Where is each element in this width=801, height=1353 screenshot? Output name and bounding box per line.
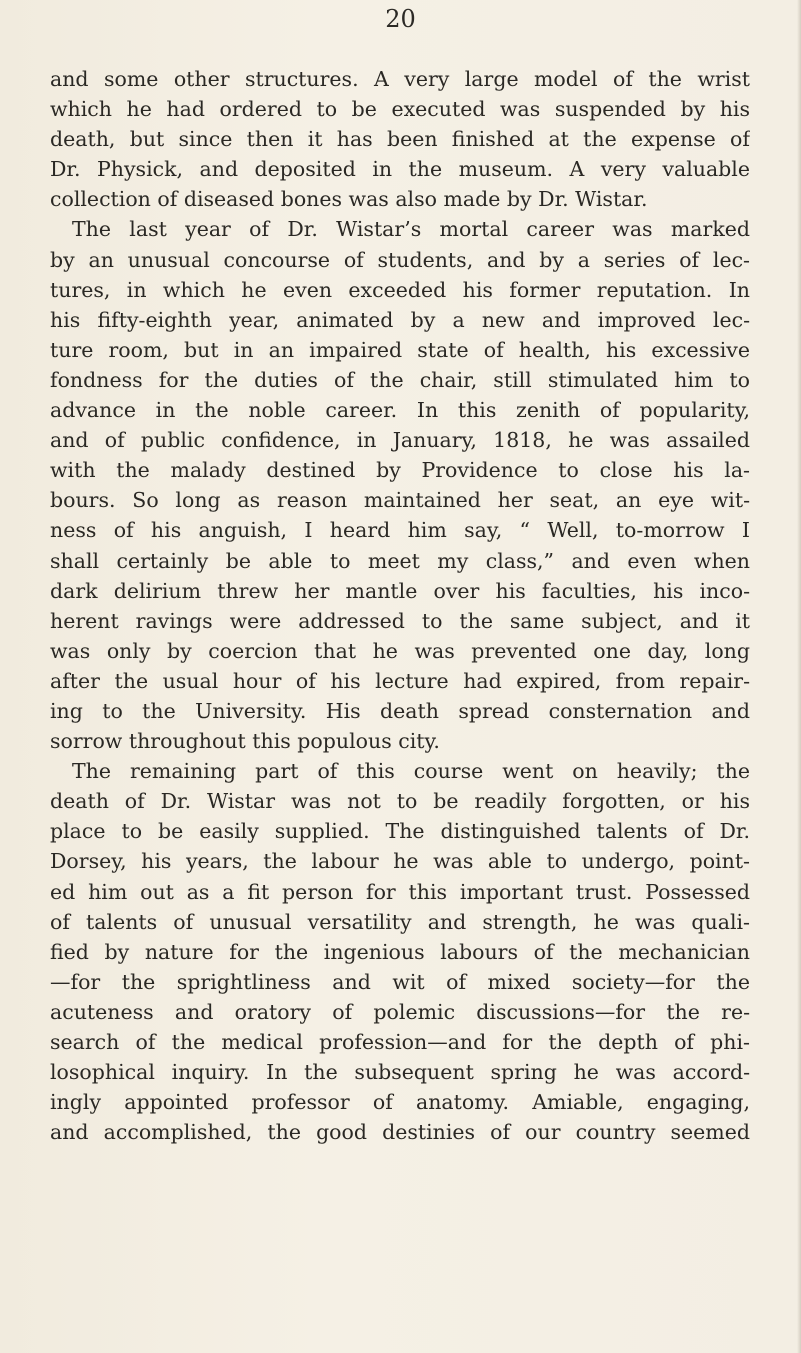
paragraph-start-line: The remaining part of this course went on heavily; the bbox=[72, 759, 750, 784]
text-line: dark delirium threw her mantle over his faculties, his inco- bbox=[50, 578, 750, 603]
text-line: ingly appointed professor of anatomy. Amiable, engaging, bbox=[50, 1090, 750, 1115]
text-line: ture room, but in an impaired state of health, his excessive bbox=[50, 337, 750, 362]
text-line: of talents of unusual versatility and strength, he was quali- bbox=[50, 909, 750, 934]
text-line: herent ravings were addressed to the same subject, and it bbox=[50, 608, 750, 633]
text-line: ness of his anguish, I heard him say, “ Well, to-morrow I bbox=[50, 518, 750, 543]
text-line: which he had ordered to be executed was suspended by his bbox=[50, 97, 750, 122]
text-line: after the usual hour of his lecture had expired, from repair- bbox=[50, 668, 750, 693]
text-line: place to be easily supplied. The distinguished talents of Dr. bbox=[50, 819, 750, 844]
text-line: his fifty-eighth year, animated by a new and improved lec- bbox=[50, 307, 750, 332]
text-line: tures, in which he even exceeded his former reputation. In bbox=[50, 277, 750, 302]
text-line: and accomplished, the good destinies of our country seemed bbox=[50, 1120, 750, 1145]
text-line: fondness for the duties of the chair, still stimulated him to bbox=[50, 367, 750, 392]
text-line: death of Dr. Wistar was not to be readily forgotten, or his bbox=[50, 789, 750, 814]
paragraph-start-line: The last year of Dr. Wistar’s mortal career was marked bbox=[72, 217, 750, 242]
text-line: Dorsey, his years, the labour he was able to undergo, point- bbox=[50, 849, 750, 874]
text-line: and of public confidence, in January, 1818, he was assailed bbox=[50, 428, 750, 453]
text-line: acuteness and oratory of polemic discussions—for the re- bbox=[50, 999, 750, 1024]
text-line: search of the medical profession—and for the depth of phi- bbox=[50, 1030, 750, 1054]
text-line: death, but since then it has been finished at the expense of bbox=[50, 127, 750, 152]
text-line: was only by coercion that he was prevented one day, long bbox=[50, 638, 750, 663]
text-line: with the malady destined by Providence to close his la- bbox=[50, 458, 750, 483]
text-line: fied by nature for the ingenious labours of the mechanician bbox=[50, 939, 750, 964]
text-line: Dr. Physick, and deposited in the museum. A very valuable bbox=[50, 157, 750, 182]
page-edge-shadow bbox=[797, 0, 801, 1353]
text-line: —for the sprightliness and wit of mixed society—for the bbox=[50, 969, 750, 994]
text-line: and some other structures. A very large model of the wrist bbox=[50, 67, 750, 91]
text-line: advance in the noble career. In this zenith of popularity, bbox=[50, 398, 750, 423]
text-line: by an unusual concourse of students, and by a series of lec- bbox=[50, 247, 750, 272]
text-line: collection of diseased bones was also made by Dr. Wistar. bbox=[50, 187, 648, 212]
text-line: ing to the University. His death spread consternation and bbox=[50, 698, 750, 723]
body-text bbox=[50, 64, 750, 1147]
text-line: shall certainly be able to meet my class,” and even when bbox=[50, 548, 750, 573]
text-line: sorrow throughout this populous city. bbox=[50, 729, 440, 754]
page-number: 20 bbox=[385, 5, 416, 33]
text-line: bours. So long as reason maintained her seat, an eye wit- bbox=[50, 488, 750, 513]
text-line: ed him out as a fit person for this important trust. Possessed bbox=[50, 879, 750, 904]
text-line: losophical inquiry. In the subsequent spring he was accord- bbox=[50, 1060, 750, 1085]
